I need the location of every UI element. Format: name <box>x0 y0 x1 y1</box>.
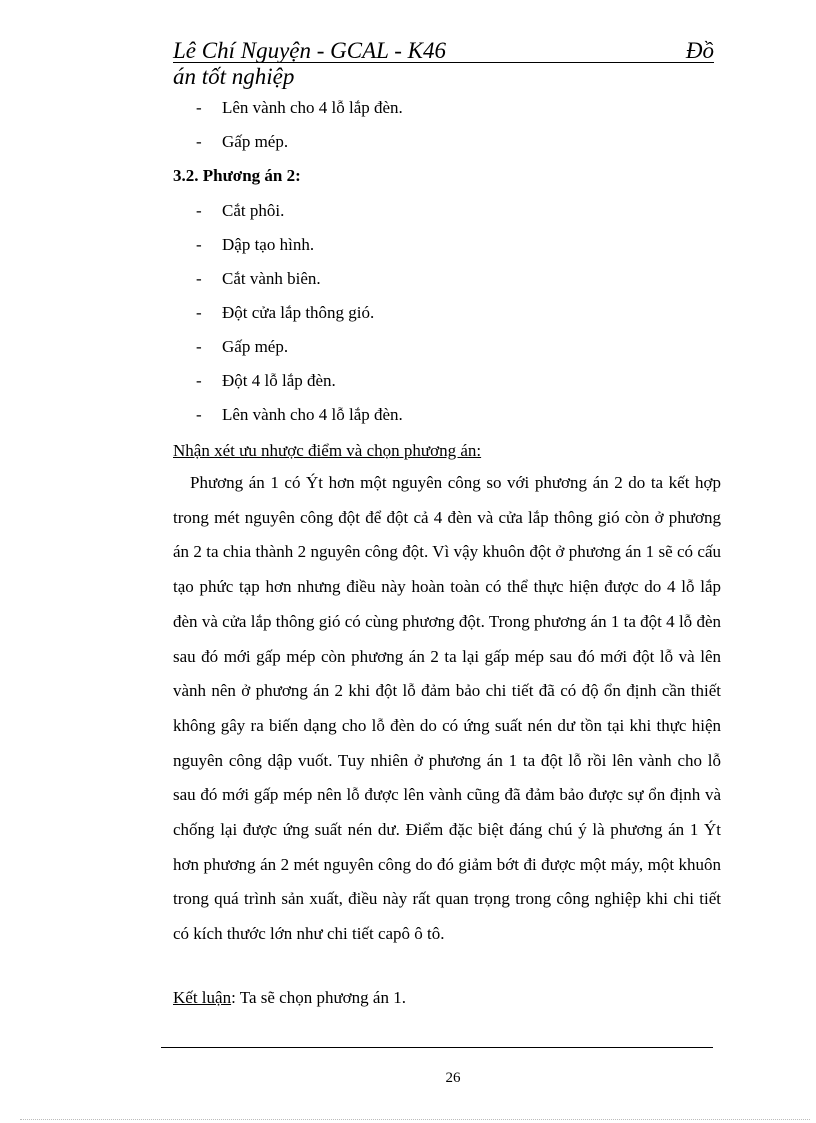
list-item: - Cắt phôi. <box>196 194 403 228</box>
header-doc-type-start: Đồ <box>685 38 714 63</box>
section-list <box>196 194 403 432</box>
bullet-dash: - <box>196 405 202 424</box>
list-item: - Gấp mép. <box>196 125 403 159</box>
bullet-dash: - <box>196 371 202 390</box>
bullet-dash: - <box>196 132 202 151</box>
list-continued <box>196 91 403 159</box>
bullet-dash: - <box>196 98 202 117</box>
page-number: 26 <box>445 1070 461 1086</box>
list-item: - Cắt vành biên. <box>196 262 403 296</box>
bullet-dash: - <box>196 269 202 288</box>
header-author: Lê Chí Nguyện - GCAL - K46 <box>173 38 447 63</box>
header-doc-type-end: án tốt nghiệp <box>173 64 295 89</box>
list-item: - Đột cửa lắp thông gió. <box>196 296 403 330</box>
conclusion-label: Kết luận <box>173 988 232 1007</box>
list-item: - Gấp mép. <box>196 330 403 364</box>
conclusion-text: : Ta sẽ chọn phương án 1. <box>231 988 406 1007</box>
bullet-dash: - <box>196 337 202 356</box>
list-item: - Đột 4 lỗ lắp đèn. <box>196 364 403 398</box>
bullet-dash: - <box>196 201 202 220</box>
section-heading: 3.2. Phương án 2: <box>173 166 301 185</box>
bullet-dash: - <box>196 303 202 322</box>
analysis-heading: Nhận xét ưu nhược điểm và chọn phương án: <box>173 441 482 460</box>
list-item: - Dập tạo hình. <box>196 228 403 262</box>
bullet-dash: - <box>196 235 202 254</box>
footer-divider <box>161 1047 713 1048</box>
analysis-paragraph: Phương án 1 có Ýt hơn một nguyên công so với phương án 2 do ta kết hợp trong mét nguyên công đột để đột cả 4 đèn và cửa lắp thông gió còn ở phương án 2 ta chia thành 2 nguyên công đột. Vì vậy khuôn đột ở phương án 1 sẽ có cấu tạo phức tạp hơn nhưng điều này hoàn toàn có thể thực hiện được do 4 lỗ lắp đèn và cửa lắp thông gió có cùng phương đột. Trong phương án 1 ta đột 4 lỗ đèn sau đó mới gấp mép còn phương án 2 ta lại gấp mép sau đó mới đột lỗ và lên vành nên ở phương án 2 khi đột lỗ đảm bảo chi tiết đã có độ ổn định cần thiết không gây ra biến dạng cho lỗ đèn do có ứng suất nén dư tồn tại khi thực hiện nguyên công dập vuốt. Tuy nhiên ở phương án 1 ta đột lỗ rồi lên vành cho lỗ sau đó mới gấp mép nên lỗ được lên vành cũng đã đảm bảo được sự ổn định và chống lại được ứng suất nén dư. Điểm đặc biệt đáng chú ý là phương án 1 Ýt hơn phương án 2 mét nguyên công do đó giảm bớt đi được một máy, một khuôn trong quá trình sản xuất, điều này rất quan trọng trong công nghiệp khi chi tiết có kích thước lớn như chi tiết capô ô tô. <box>173 473 721 944</box>
list-item: - Lên vành cho 4 lỗ lắp đèn. <box>196 398 403 432</box>
page-bottom-border <box>20 1119 810 1120</box>
conclusion-line <box>173 987 406 1009</box>
list-item: - Lên vành cho 4 lỗ lắp đèn. <box>196 91 403 125</box>
